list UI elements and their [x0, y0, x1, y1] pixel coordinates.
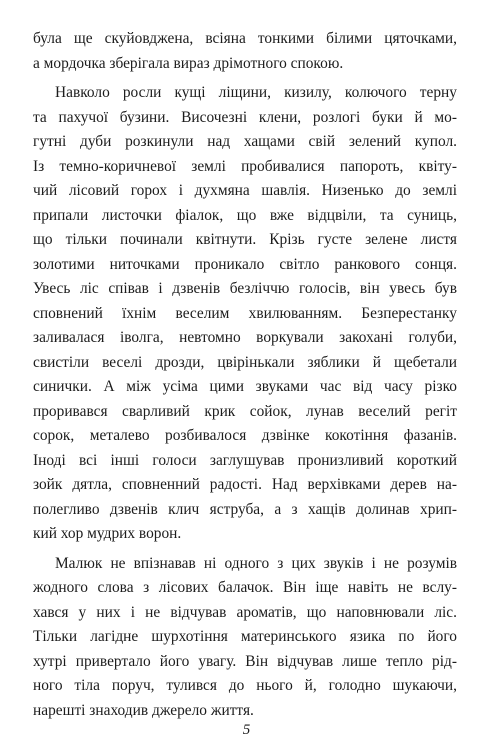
- text-line: була ще скуйовджена, всіяна тонкими білими цяточками,: [33, 30, 457, 47]
- text-line: зойк дятла, сповненний радості. Над верхівками дерев на-: [33, 476, 457, 493]
- text-line: кий хор мудрих ворон.: [33, 525, 182, 542]
- text-line: гутні дуби розкинули над хащами свій зелений купол.: [33, 133, 457, 150]
- text-line: нарешті знаходив джерело життя.: [33, 701, 254, 719]
- book-page-text: [33, 27, 457, 723]
- text-line: що тільки починали квітнути. Крізь густе зелене листя: [33, 231, 457, 248]
- text-line: припали листочки фіалок, що вже відцвіли, та суниць,: [33, 206, 457, 224]
- text-line: Малюк не впізнавав ні одного з цих звуків і не розумів: [55, 554, 457, 572]
- text-line: свистіли веселі дрозди, цвірінькали зяблики й щебетали: [33, 353, 457, 371]
- text-line: хутрі привертало його увагу. Він відчував лише тепло рід-: [33, 652, 457, 670]
- text-line: сповнений їхнім веселим хвилюванням. Безперестанку: [33, 304, 457, 322]
- text-line: жодного слова з лісових балачок. Він іще навіть не вслу-: [33, 579, 457, 596]
- text-line: Іноді всі інші голоси заглушував пронизливий короткий: [33, 451, 457, 469]
- text-line: чий лісовий горох і духмяна шавлія. Низенько до землі: [33, 182, 457, 199]
- text-line: хався у них і не відчував ароматів, що наповнювали ліс.: [33, 603, 457, 621]
- text-line: Увесь ліс співав і дзвенів безліччю голосів, він увесь був: [33, 280, 457, 297]
- paragraph: [33, 27, 457, 76]
- paragraph: [33, 552, 457, 724]
- text-line: синички. А між усіма цими звуками час від часу різко: [33, 378, 457, 395]
- paragraph: [33, 81, 457, 547]
- text-line: сорок, металево розбивалося дзвінке кокотіння фазанів.: [33, 427, 457, 444]
- text-line: заливалася іволга, невтомно воркували закохані голуби,: [33, 329, 457, 346]
- text-line: проривався сварливий крик сойок, лунав веселий регіт: [33, 402, 457, 420]
- text-line: Навколо росли кущі ліщини, кизилу, колючого терну: [55, 84, 457, 101]
- text-line: полегливо дзвенів клич яструба, а з хащів долинав хрип-: [33, 500, 457, 518]
- text-line: Із темно-коричневої землі пробивалися папороть, квіту-: [33, 157, 457, 175]
- text-line: золотими ниточками проникало світло ранкового сонця.: [33, 255, 457, 273]
- text-line: а мордочка зберігала вираз дрімотного спокою.: [33, 54, 344, 72]
- text-line: та пахучої бузини. Височезні клени, розлогі буки й мо-: [33, 108, 457, 126]
- page-number: 5: [242, 722, 251, 738]
- text-line: ного тіла поруч, тулився до нього й, голодно шукаючи,: [33, 677, 457, 694]
- text-line: Тільки лагідне шурхотіння материнського язика по його: [33, 628, 457, 645]
